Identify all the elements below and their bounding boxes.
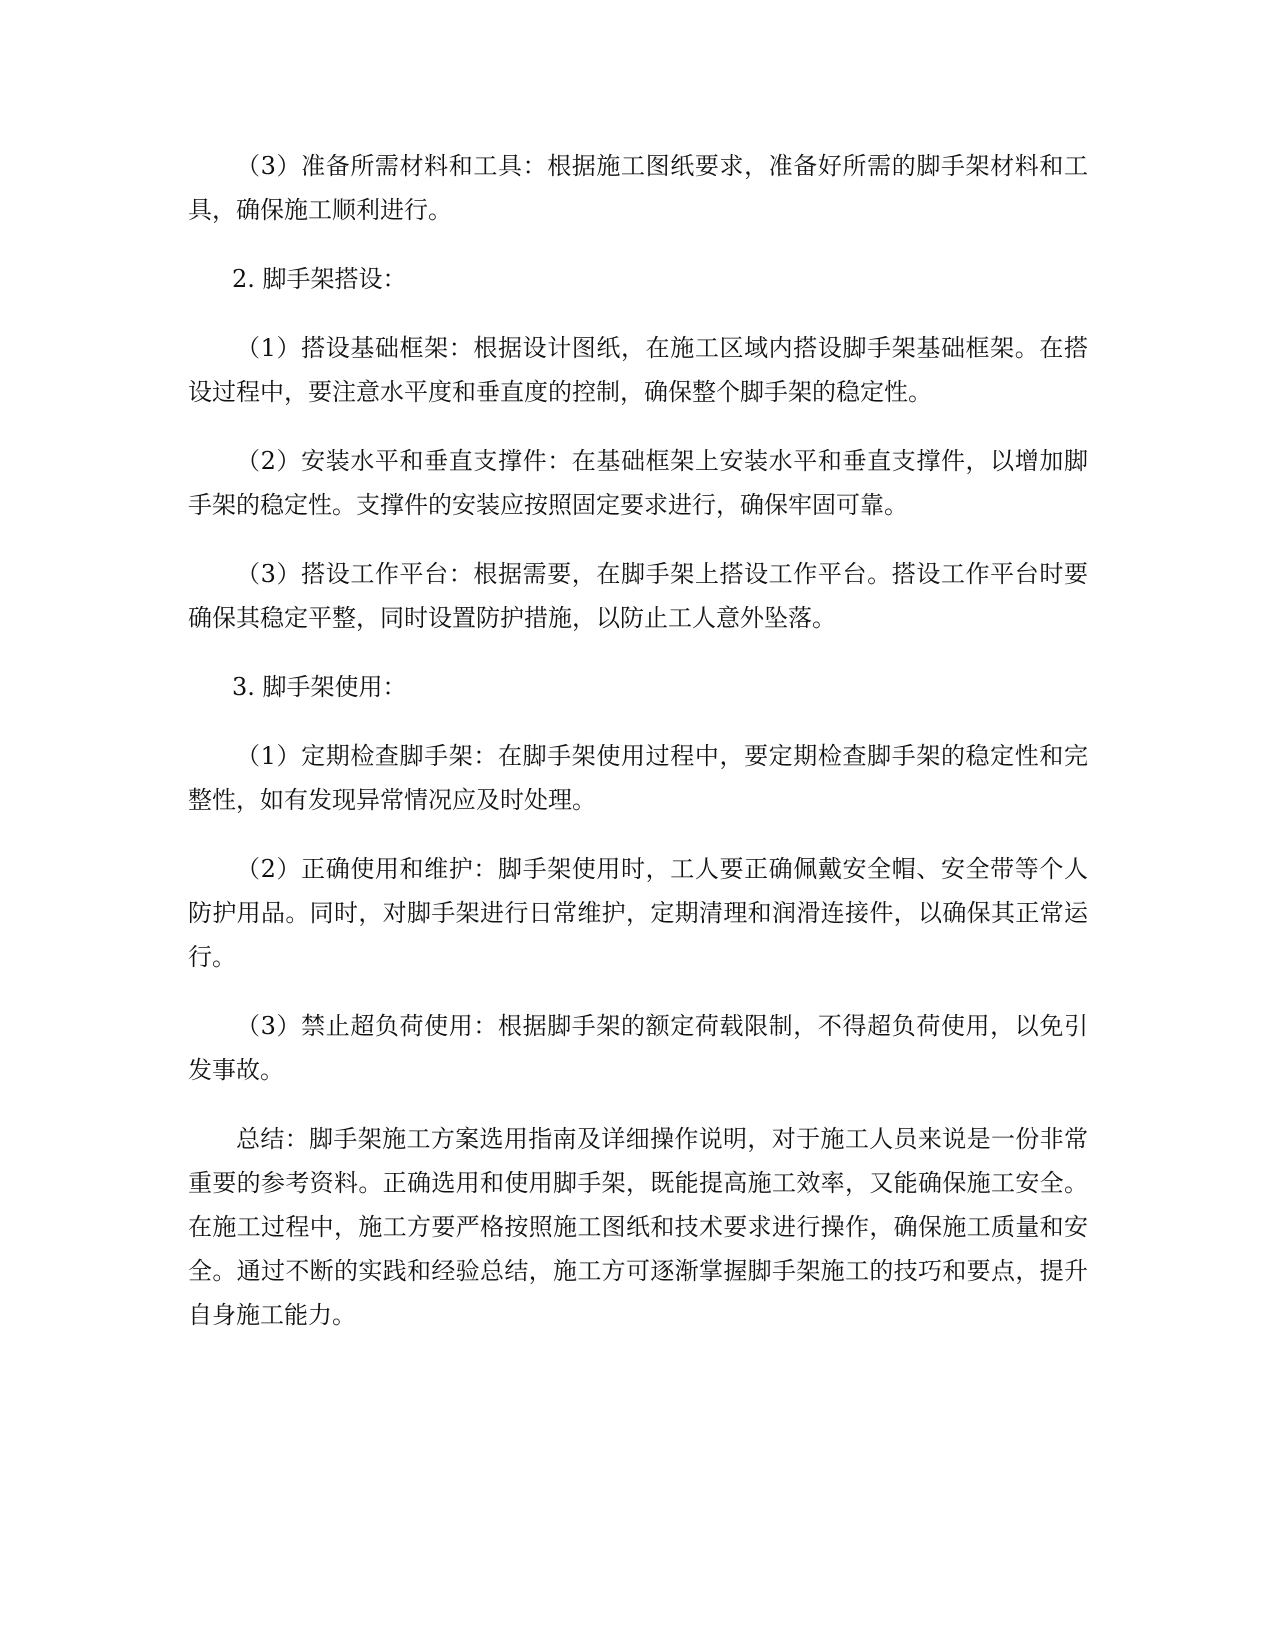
paragraph-summary: 总结：脚手架施工方案选用指南及详细操作说明，对于施工人员来说是一份非常重要的参考资料。正确选用和使用脚手架，既能提高施工效率，又能确保施工安全。在施工过程中，施工方要严格按照施工图纸和技术要求进行操作，确保施工质量和安全。通过不断的实践和经验总结，施工方可逐渐掌握脚手架施工的技巧和要点，提升自身施工能力。: [188, 1125, 1088, 1329]
paragraph-maintenance: （2）正确使用和维护：脚手架使用时，工人要正确佩戴安全帽、安全带等个人防护用品。同时，对脚手架进行日常维护，定期清理和润滑连接件，以确保其正常运行。: [188, 855, 1088, 971]
section-heading-usage: 3. 脚手架使用：: [232, 673, 407, 701]
paragraph-prep-materials: （3）准备所需材料和工具：根据施工图纸要求，准备好所需的脚手架材料和工具，确保施工顺利进行。: [188, 152, 1088, 224]
paragraph-overload: （3）禁止超负荷使用：根据脚手架的额定荷载限制，不得超负荷使用，以免引发事故。: [188, 1012, 1088, 1084]
document-body: [188, 144, 1088, 1362]
paragraph-supports: （2）安装水平和垂直支撑件：在基础框架上安装水平和垂直支撑件，以增加脚手架的稳定性。支撑件的安装应按照固定要求进行，确保牢固可靠。: [188, 447, 1088, 519]
paragraph-base-frame: （1）搭设基础框架：根据设计图纸，在施工区域内搭设脚手架基础框架。在搭设过程中，要注意水平度和垂直度的控制，确保整个脚手架的稳定性。: [188, 334, 1088, 406]
paragraph-inspection: （1）定期检查脚手架：在脚手架使用过程中，要定期检查脚手架的稳定性和完整性，如有发现异常情况应及时处理。: [188, 742, 1088, 814]
paragraph-work-platform: （3）搭设工作平台：根据需要，在脚手架上搭设工作平台。搭设工作平台时要确保其稳定平整，同时设置防护措施，以防止工人意外坠落。: [188, 560, 1088, 632]
section-heading-erection: 2. 脚手架搭设：: [232, 265, 407, 293]
